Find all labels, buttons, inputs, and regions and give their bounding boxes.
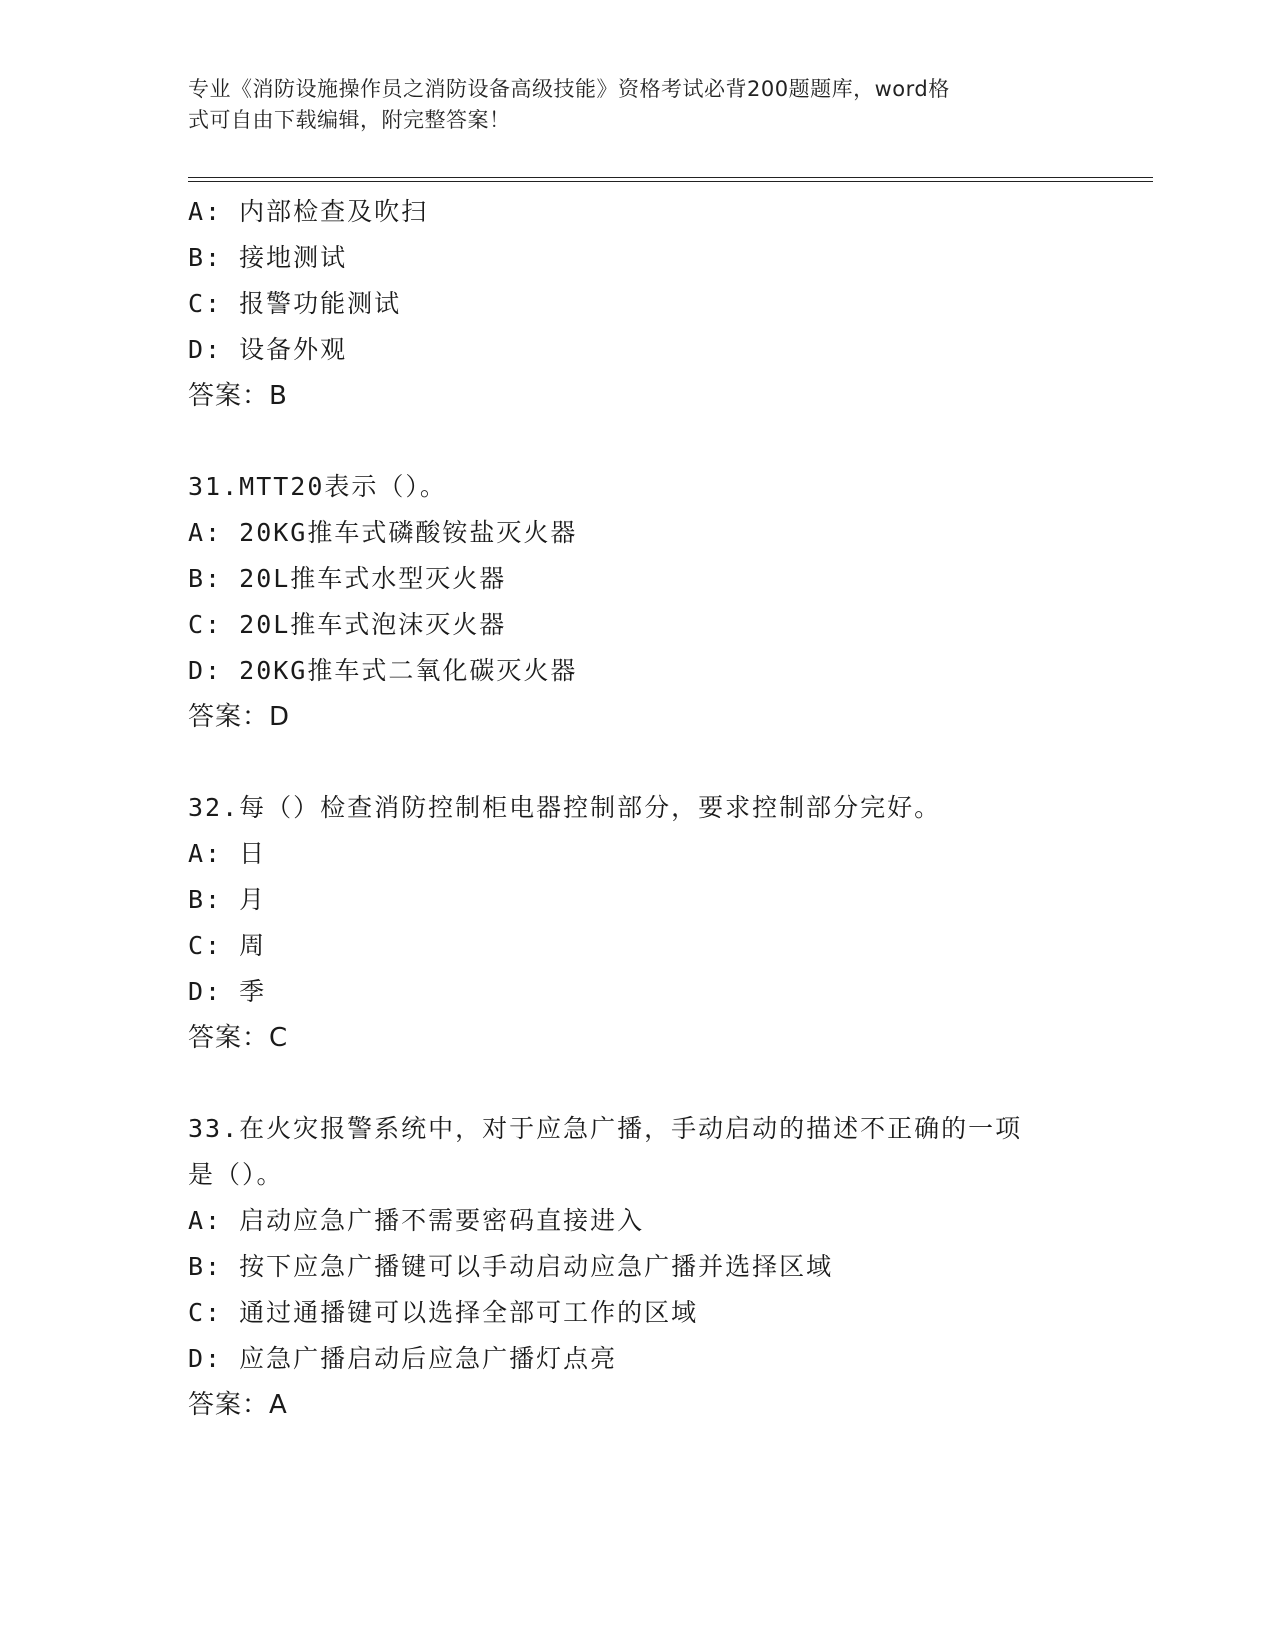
question-32: [188, 785, 1088, 1061]
option-a: A: 内部检查及吹扫: [188, 197, 429, 226]
question-33: [188, 1106, 1088, 1428]
question-text-line-1: 33.在火灾报警系统中，对于应急广播，手动启动的描述不正确的一项: [188, 1114, 1023, 1143]
spacer: [188, 419, 1088, 464]
header-divider-top: [188, 177, 1153, 178]
option-c: C: 周: [188, 931, 267, 960]
question-text: 31.MTT20表示（）。: [188, 472, 447, 501]
answer-line: 答案：C: [188, 1023, 289, 1053]
answer-line: 答案：A: [188, 1390, 288, 1420]
option-a: A: 日: [188, 839, 267, 868]
spacer: [188, 1061, 1088, 1106]
option-c: C: 20L推车式泡沫灭火器: [188, 610, 507, 639]
option-a: A: 20KG推车式磷酸铵盐灭火器: [188, 518, 578, 547]
header-line-1: 专业《消防设施操作员之消防设备高级技能》资格考试必背200题题库，word格: [188, 77, 950, 101]
header-line-2: 式可自由下载编辑，附完整答案！: [188, 108, 511, 132]
answer-line: 答案：D: [188, 702, 291, 732]
option-b: B: 按下应急广播键可以手动启动应急广播并选择区域: [188, 1252, 834, 1281]
document-header: [188, 74, 1068, 136]
option-b: B: 接地测试: [188, 243, 348, 272]
option-d: D: 20KG推车式二氧化碳灭火器: [188, 656, 578, 685]
option-b: B: 月: [188, 885, 267, 914]
option-d: D: 应急广播启动后应急广播灯点亮: [188, 1344, 618, 1373]
question-text: 32.每（）检查消防控制柜电器控制部分，要求控制部分完好。: [188, 793, 942, 822]
spacer: [188, 740, 1088, 785]
question-list: [188, 189, 1088, 1428]
header-divider-bottom: [188, 181, 1153, 182]
option-d: D: 季: [188, 977, 267, 1006]
question-text-line-2: 是（）。: [188, 1160, 284, 1189]
option-c: C: 报警功能测试: [188, 289, 402, 318]
option-c: C: 通过通播键可以选择全部可工作的区域: [188, 1298, 699, 1327]
question-31: [188, 464, 1088, 740]
question-30: [188, 189, 1088, 419]
option-d: D: 设备外观: [188, 335, 348, 364]
answer-line: 答案：B: [188, 381, 288, 411]
option-a: A: 启动应急广播不需要密码直接进入: [188, 1206, 645, 1235]
option-b: B: 20L推车式水型灭火器: [188, 564, 507, 593]
